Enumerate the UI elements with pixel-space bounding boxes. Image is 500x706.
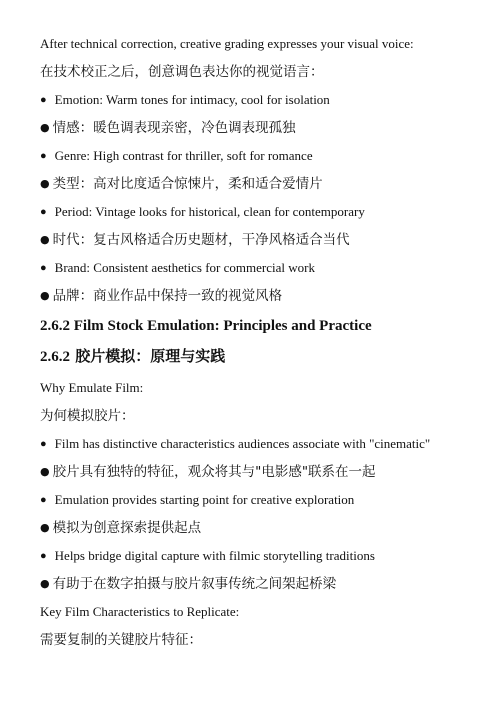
list-item-genre-en: ● Genre: High contrast for thriller, soft for romance	[40, 146, 480, 167]
list-item-period-en: ● Period: Vintage looks for historical, clean for contemporary	[40, 202, 480, 223]
section-heading-zh-text: 胶片模拟：原理与实践	[75, 347, 226, 365]
section-heading-en: 2.6.2 Film Stock Emulation: Principles and Practice	[40, 318, 372, 334]
list-item-bridge-en: ● Helps bridge digital capture with filmic storytelling traditions	[40, 546, 480, 567]
section-heading-zh	[40, 346, 480, 367]
list-item-period-zh: ● 时代：复古风格适合历史题材，干净风格适合当代	[40, 230, 480, 251]
section-number: 2.6.2	[40, 349, 70, 365]
list-item-cinematic-zh: ● 胶片具有独特的特征，观众将其与"电影感"联系在一起	[40, 462, 480, 483]
list-item-genre-zh: ● 类型：高对比度适合惊悚片，柔和适合爱情片	[40, 174, 480, 195]
list-item-brand-en: ● Brand: Consistent aesthetics for commercial work	[40, 258, 480, 279]
list-item-brand-zh: ● 品牌：商业作品中保持一致的视觉风格	[40, 286, 480, 307]
list-item-emotion-en: ● Emotion: Warm tones for intimacy, cool for isolation	[40, 90, 480, 111]
list-item-bridge-zh: ● 有助于在数字拍摄与胶片叙事传统之间架起桥梁	[40, 574, 480, 595]
paragraph-intro-en: After technical correction, creative grading expresses your visual voice:	[40, 36, 414, 51]
paragraph-intro-zh: 在技术校正之后，创意调色表达你的视觉语言：	[40, 64, 324, 80]
paragraph-why-zh: 为何模拟胶片：	[40, 408, 135, 424]
paragraph-why-en: Why Emulate Film:	[40, 380, 144, 395]
list-item-cinematic-en: ● Film has distinctive characteristics audiences associate with "cinematic"	[40, 434, 480, 455]
list-item-emulation-zh: ● 模拟为创意探索提供起点	[40, 518, 480, 539]
paragraph-key-en: Key Film Characteristics to Replicate:	[40, 604, 240, 619]
paragraph-key-zh: 需要复制的关键胶片特征：	[40, 632, 202, 648]
list-item-emulation-en: ● Emulation provides starting point for creative exploration	[40, 490, 480, 511]
list-item-emotion-zh: ● 情感：暖色调表现亲密，冷色调表现孤独	[40, 118, 480, 139]
